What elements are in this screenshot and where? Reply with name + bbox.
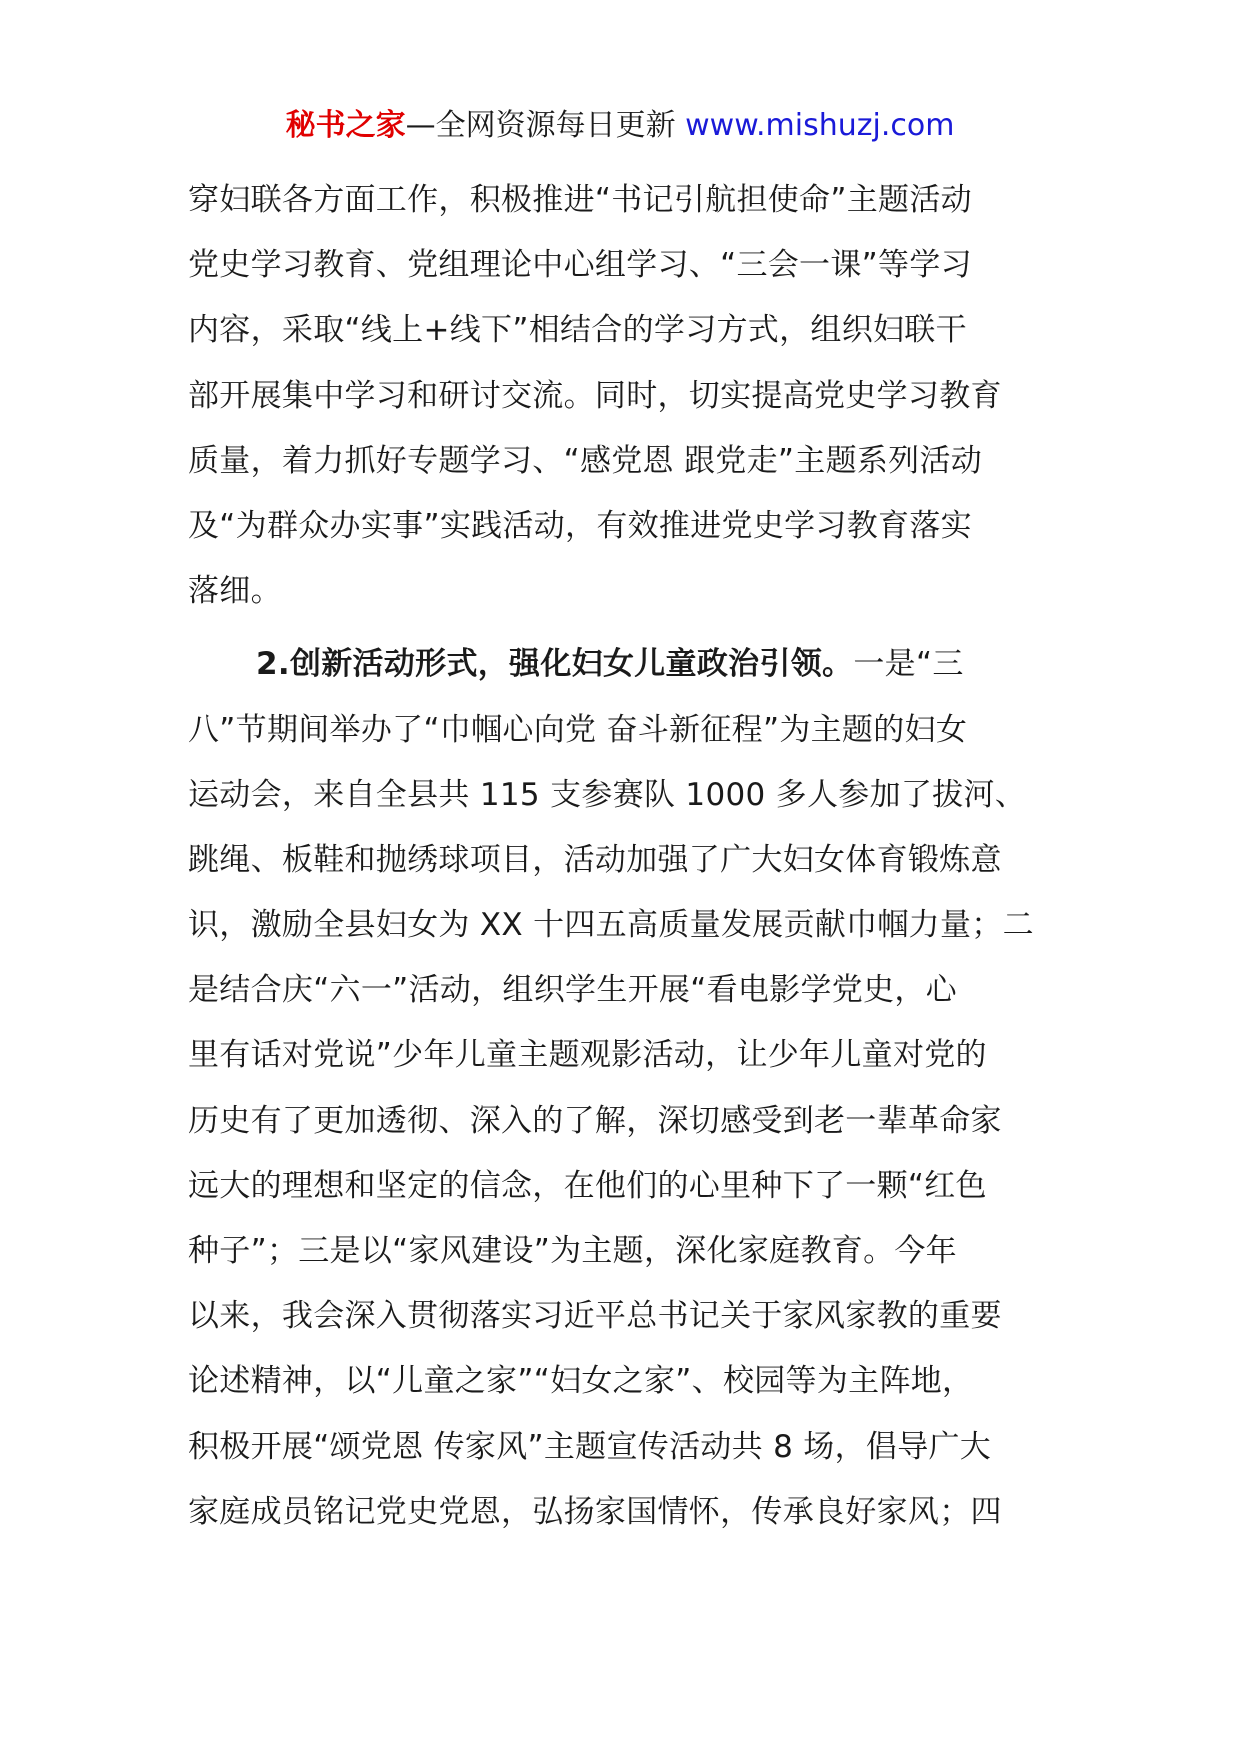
text-line: 跳绳、板鞋和抛绣球项目，活动加强了广大妇女体育锻炼意 <box>188 841 1002 878</box>
text-line: 家庭成员铭记党史党恩，弘扬家国情怀，传承良好家风；四 <box>188 1493 1002 1530</box>
paragraph-2 <box>188 632 1068 1545</box>
text-line: 远大的理想和坚定的信念，在他们的心里种下了一颗“红色 <box>188 1167 987 1204</box>
text-line: 运动会，来自全县共 115 支参赛队 1000 多人参加了拔河、 <box>188 776 1027 813</box>
heading-line-rest: 一是“三 <box>853 646 964 683</box>
header-tagline: —全网资源每日更新 <box>405 108 686 143</box>
text-line: 内容，采取“线上+线下”相结合的学习方式，组织妇联干 <box>188 312 967 349</box>
text-line: 是结合庆“六一”活动，组织学生开展“看电影学党史，心 <box>188 972 957 1009</box>
text-line: 识，激励全县妇女为 XX 十四五高质量发展贡献巾帼力量；二 <box>188 907 1034 944</box>
text-line: 种子”；三是以“家风建设”为主题，深化家庭教育。今年 <box>188 1233 957 1269</box>
text-line <box>188 632 1068 697</box>
text-line: 论述精神，以“儿童之家”“妇女之家”、校园等为主阵地， <box>188 1363 974 1400</box>
section-heading: 2.创新活动形式，强化妇女儿童政治引领。 <box>256 646 854 683</box>
text-line: 质量，着力抓好专题学习、“感党恩 跟党走”主题系列活动 <box>188 442 983 479</box>
text-line: 八”节期间举办了“巾帼心向党 奋斗新征程”为主题的妇女 <box>188 711 968 748</box>
text-line: 里有话对党说”少年儿童主题观影活动，让少年儿童对党的 <box>188 1037 987 1074</box>
document-body <box>188 168 1068 1545</box>
text-line: 及“为群众办实事”实践活动，有效推进党史学习教育落实 <box>188 507 972 544</box>
page-header <box>0 104 1240 148</box>
text-line: 落细。 <box>188 573 282 610</box>
text-line: 历史有了更加透彻、深入的了解，深切感受到老一辈革命家 <box>188 1102 1002 1139</box>
paragraph-gap <box>188 624 1068 632</box>
brand-name: 秘书之家 <box>285 108 406 143</box>
text-line: 以来，我会深入贯彻落实习近平总书记关于家风家教的重要 <box>188 1298 1002 1335</box>
text-line: 穿妇联各方面工作，积极推进“书记引航担使命”主题活动 <box>188 182 972 218</box>
text-line: 部开展集中学习和研讨交流。同时，切实提高党史学习教育 <box>188 377 1002 414</box>
text-line: 党史学习教育、党组理论中心组学习、“三会一课”等学习 <box>188 247 972 284</box>
paragraph-1 <box>188 168 1068 624</box>
site-url-link[interactable]: www.mishuzj.com <box>685 108 955 143</box>
text-line: 积极开展“颂党恩 传家风”主题宣传活动共 8 场，倡导广大 <box>188 1428 992 1465</box>
